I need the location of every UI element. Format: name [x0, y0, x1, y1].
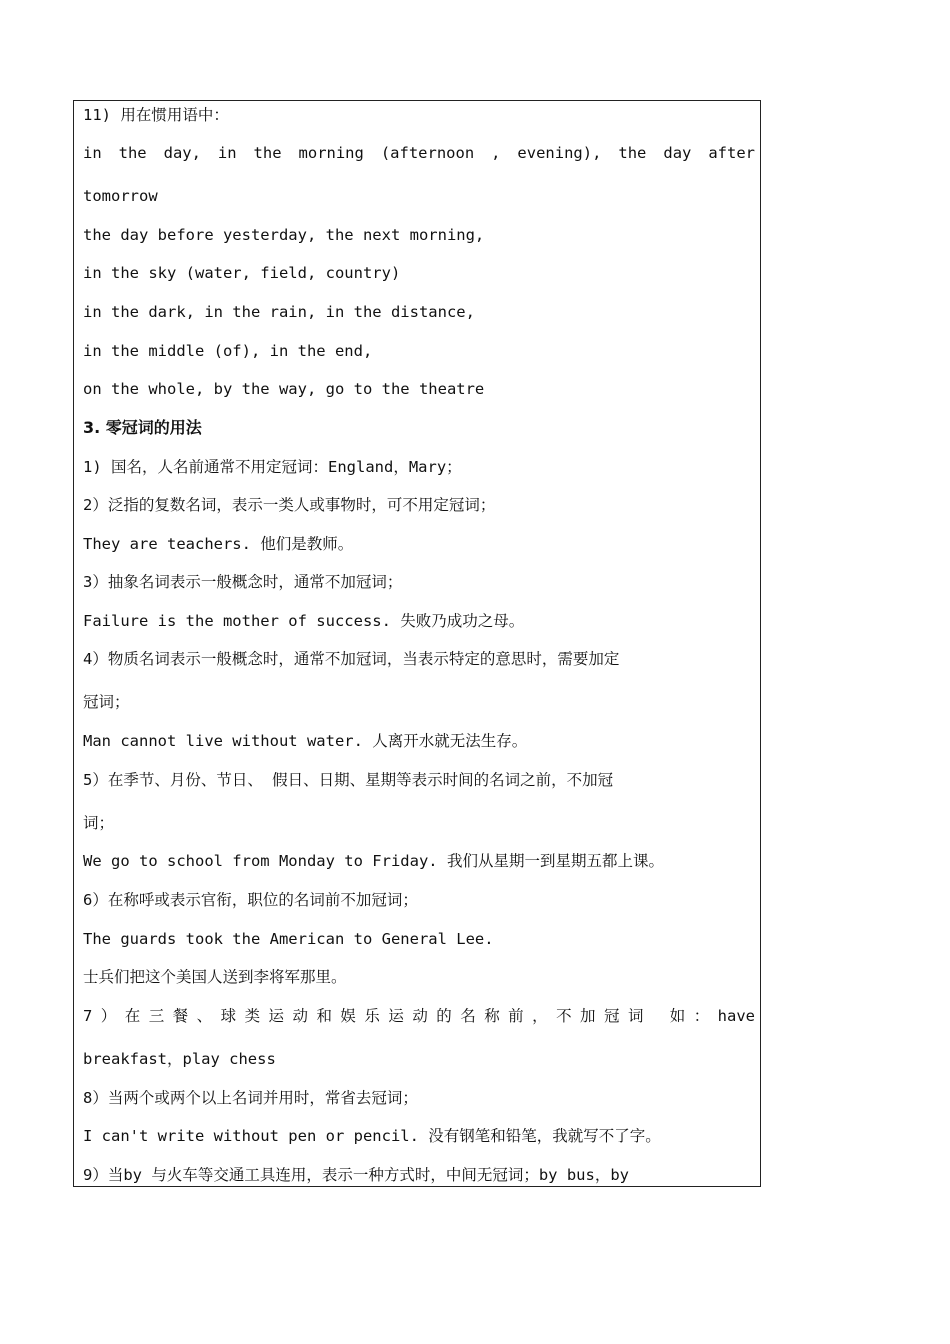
text-line: We go to school from Monday to Friday. 我们从星期一到星期五都上课。: [83, 852, 664, 870]
text-line: 5）在季节、月份、节日、 假日、日期、星期等表示时间的名词之前，不加冠: [83, 771, 614, 789]
text-line: in the sky (water, field, country): [83, 264, 401, 282]
text-line: 词；: [83, 814, 115, 832]
text-line: Failure is the mother of success. 失败乃成功之母。: [83, 612, 525, 630]
text-line: 8）当两个或两个以上名词并用时，常省去冠词；: [83, 1089, 418, 1107]
text-line: They are teachers. 他们是教师。: [83, 535, 354, 553]
text-line: 4）物质名词表示一般概念时，通常不加冠词，当表示特定的意思时，需要加定: [83, 650, 620, 668]
document-table-cell: [73, 100, 761, 1187]
text-line: I can't write without pen or pencil. 没有钢笔和铅笔，我就写不了字。: [83, 1127, 661, 1145]
text-line: 1) 国名，人名前通常不用定冠词：England，Mary；: [83, 458, 462, 476]
text-line: The guards took the American to General Lee.: [83, 930, 494, 948]
text-line: 3）抽象名词表示一般概念时，通常不加冠词；: [83, 573, 403, 591]
text-line: 9）当by 与火车等交通工具连用，表示一种方式时，中间无冠词；by bus，by: [83, 1166, 629, 1184]
text-line: 6）在称呼或表示官衔，职位的名词前不加冠词；: [83, 891, 418, 909]
text-line: Man cannot live without water. 人离开水就无法生存。: [83, 732, 528, 750]
text-line: 2）泛指的复数名词，表示一类人或事物时，可不用定冠词；: [83, 496, 496, 514]
text-line: 士兵们把这个美国人送到李将军那里。: [83, 968, 347, 986]
text-line: on the whole, by the way, go to the theatre: [83, 380, 485, 398]
text-line: in the day, in the morning (afternoon , evening), the day after: [83, 144, 755, 162]
text-line: in the dark, in the rain, in the distance,: [83, 303, 475, 321]
text-line: breakfast，play chess: [83, 1050, 276, 1068]
text-line: 11) 用在惯用语中：: [83, 106, 229, 124]
text-line: 冠词；: [83, 693, 130, 711]
section-heading: 3. 零冠词的用法: [83, 418, 202, 437]
text-line: in the middle (of), in the end,: [83, 342, 373, 360]
text-line: 7）在三餐、球类运动和娱乐运动的名称前，不加冠词 如：have: [83, 1007, 755, 1025]
text-line: tomorrow: [83, 187, 158, 205]
text-line: the day before yesterday, the next morning,: [83, 226, 485, 244]
